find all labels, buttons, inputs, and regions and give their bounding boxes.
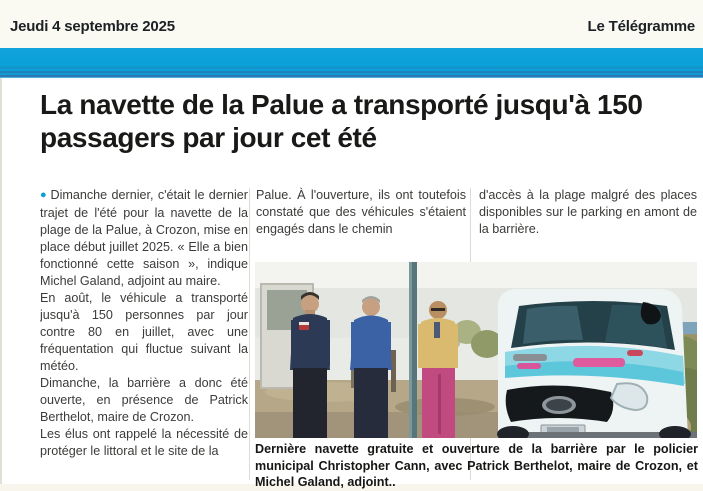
edition-date: Jeudi 4 septembre 2025 — [10, 18, 175, 35]
newspaper-title: Le Télégramme — [587, 18, 695, 35]
article-column-2 — [256, 187, 466, 238]
paragraph — [40, 187, 248, 290]
paragraph: En août, le véhicule a transporté jusqu'à 150 personnes par jour contre 80 en juillet, avec une fréquentation qui fluctue suivant la météo. — [40, 291, 248, 373]
paragraph: Dimanche, la barrière a donc été ouverte, en présence de Patrick Berthelot, maire de Crozon. — [40, 376, 248, 424]
column-divider — [249, 188, 250, 480]
paragraph: Palue. À l'ouverture, ils ont toutefois constaté que des véhicules s'étaient engagés dans le chemin — [256, 188, 466, 236]
paragraph: d'accès à la plage malgré des places disponibles sur le parking en amont de la barrière. — [479, 188, 697, 236]
article-column-1 — [40, 187, 248, 484]
masthead — [0, 0, 703, 48]
paragraph: Les élus ont rappelé la nécessité de protéger le littoral et le site de la — [40, 427, 248, 458]
paragraph-text: Dimanche dernier, c'était le dernier trajet de l'été pour la navette de la plage de la Palue, à Crozon, mise en place début juillet 2025. « Elle a bien fonctionné cette saison », indique Michel Galand, adjoint au maire. — [40, 188, 248, 288]
bullet-icon: ● — [40, 189, 48, 201]
article-column-3 — [479, 187, 697, 238]
section-color-bar — [0, 48, 703, 78]
photo-caption: Dernière navette gratuite et ouverture de la barrière par le policier municipal Christopher Cann, avec Patrick Berthelot, maire de Crozon, et Michel Galand, adjoint.. — [255, 442, 698, 489]
article-photo — [255, 262, 697, 438]
photo-illustration — [255, 262, 697, 438]
article-headline: La navette de la Palue a transporté jusqu'à 150 passagers par jour cet été — [40, 89, 643, 153]
